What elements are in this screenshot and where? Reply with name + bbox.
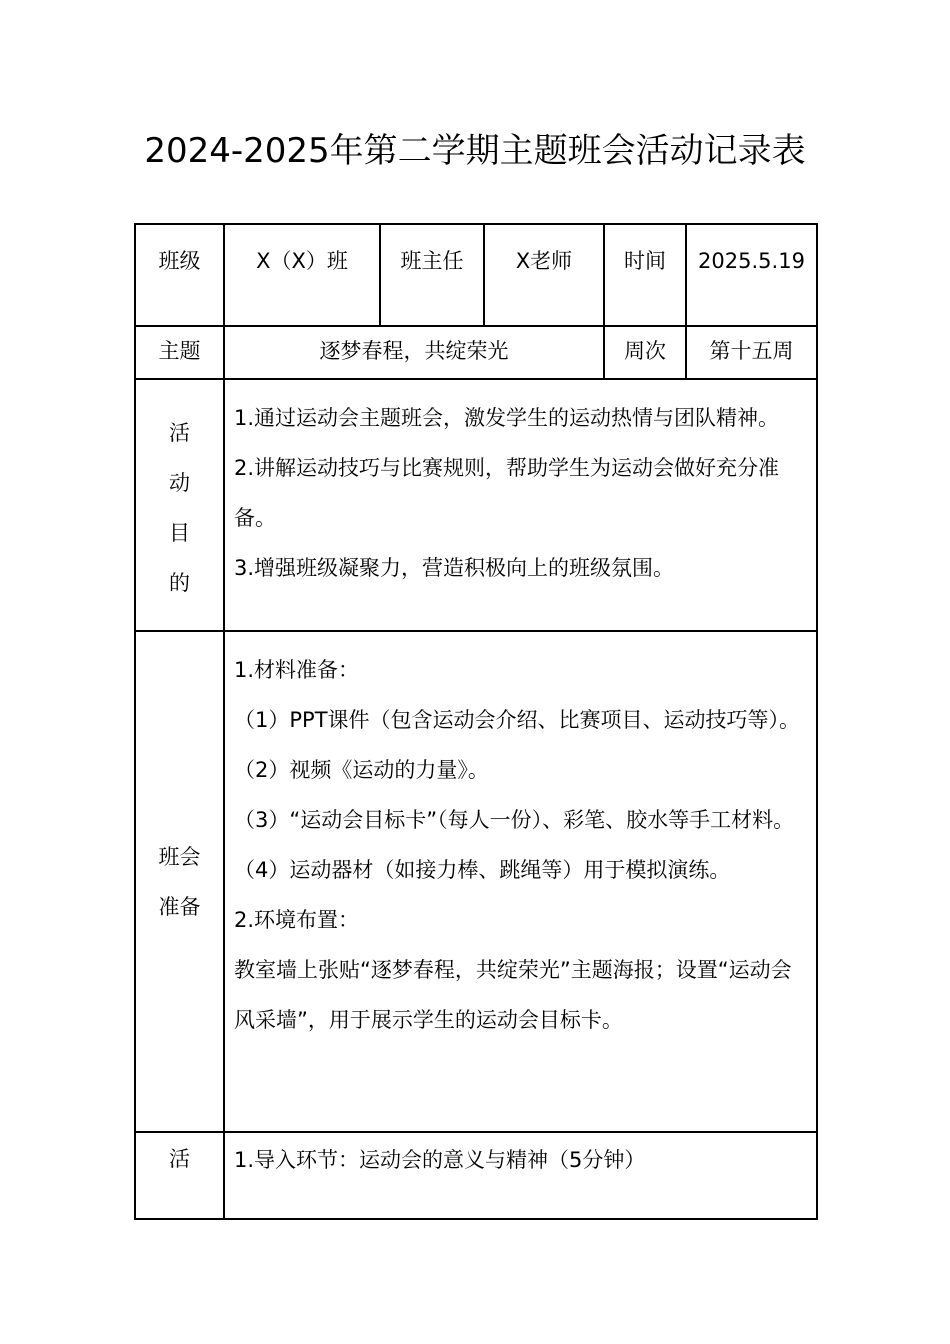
preparation-row [135,631,817,1132]
preparation-item: 2.环境布置： [234,908,360,932]
preparation-item: （3）“运动会目标卡”（每人一份）、彩笔、胶水等手工材料。 [234,808,795,832]
purpose-item: 2.讲解运动技巧与比赛规则，帮助学生为运动会做好充分准备。 [234,456,780,530]
week-label: 周次 [624,339,666,363]
theme-row [135,326,817,379]
preparation-label [136,832,223,932]
preparation-item: （4）运动器材（如接力棒、跳绳等）用于模拟演练。 [234,858,731,882]
purpose-label-char: 的 [169,571,190,595]
preparation-item: （2）视频《运动的力量》。 [234,758,489,782]
preparation-item: （1）PPT课件（包含运动会介绍、比赛项目、运动技巧等）。 [234,708,801,732]
record-table [134,223,818,1220]
class-value: X（X）班 [256,249,348,273]
preparation-item: 教室墙上张贴“逐梦春程，共绽荣光”主题海报；设置“运动会风采墙”，用于展示学生的运动会目标卡。 [234,958,792,1032]
preparation-item: 1.材料准备： [234,658,360,682]
purpose-row [135,379,817,631]
teacher-label: 班主任 [400,249,464,273]
purpose-item: 1.通过运动会主题班会，激发学生的运动热情与团队精神。 [234,406,780,430]
purpose-label [136,380,223,608]
preparation-label-line: 班会 [158,844,201,869]
process-item: 1.导入环节：运动会的意义与精神（5分钟） [234,1148,646,1172]
header-row [135,224,817,326]
time-label: 时间 [624,249,666,273]
theme-label: 主题 [158,339,201,363]
page-title: 2024-2025年第二学期主题班会活动记录表 [144,131,806,171]
process-label: 活 [169,1147,190,1171]
time-value: 2025.5.19 [698,249,805,273]
class-label: 班级 [158,249,201,273]
week-value: 第十五周 [709,339,794,363]
purpose-label-char: 目 [169,521,190,545]
teacher-value: X老师 [515,249,573,273]
preparation-content [225,632,816,1045]
purpose-content [225,380,816,593]
purpose-label-char: 动 [169,471,190,495]
preparation-label-line: 准备 [158,894,201,919]
process-content [225,1133,816,1185]
purpose-label-char: 活 [169,421,190,445]
theme-value: 逐梦春程，共绽荣光 [319,339,509,363]
process-row [135,1132,817,1219]
purpose-item: 3.增强班级凝聚力，营造积极向上的班级氛围。 [234,556,675,580]
